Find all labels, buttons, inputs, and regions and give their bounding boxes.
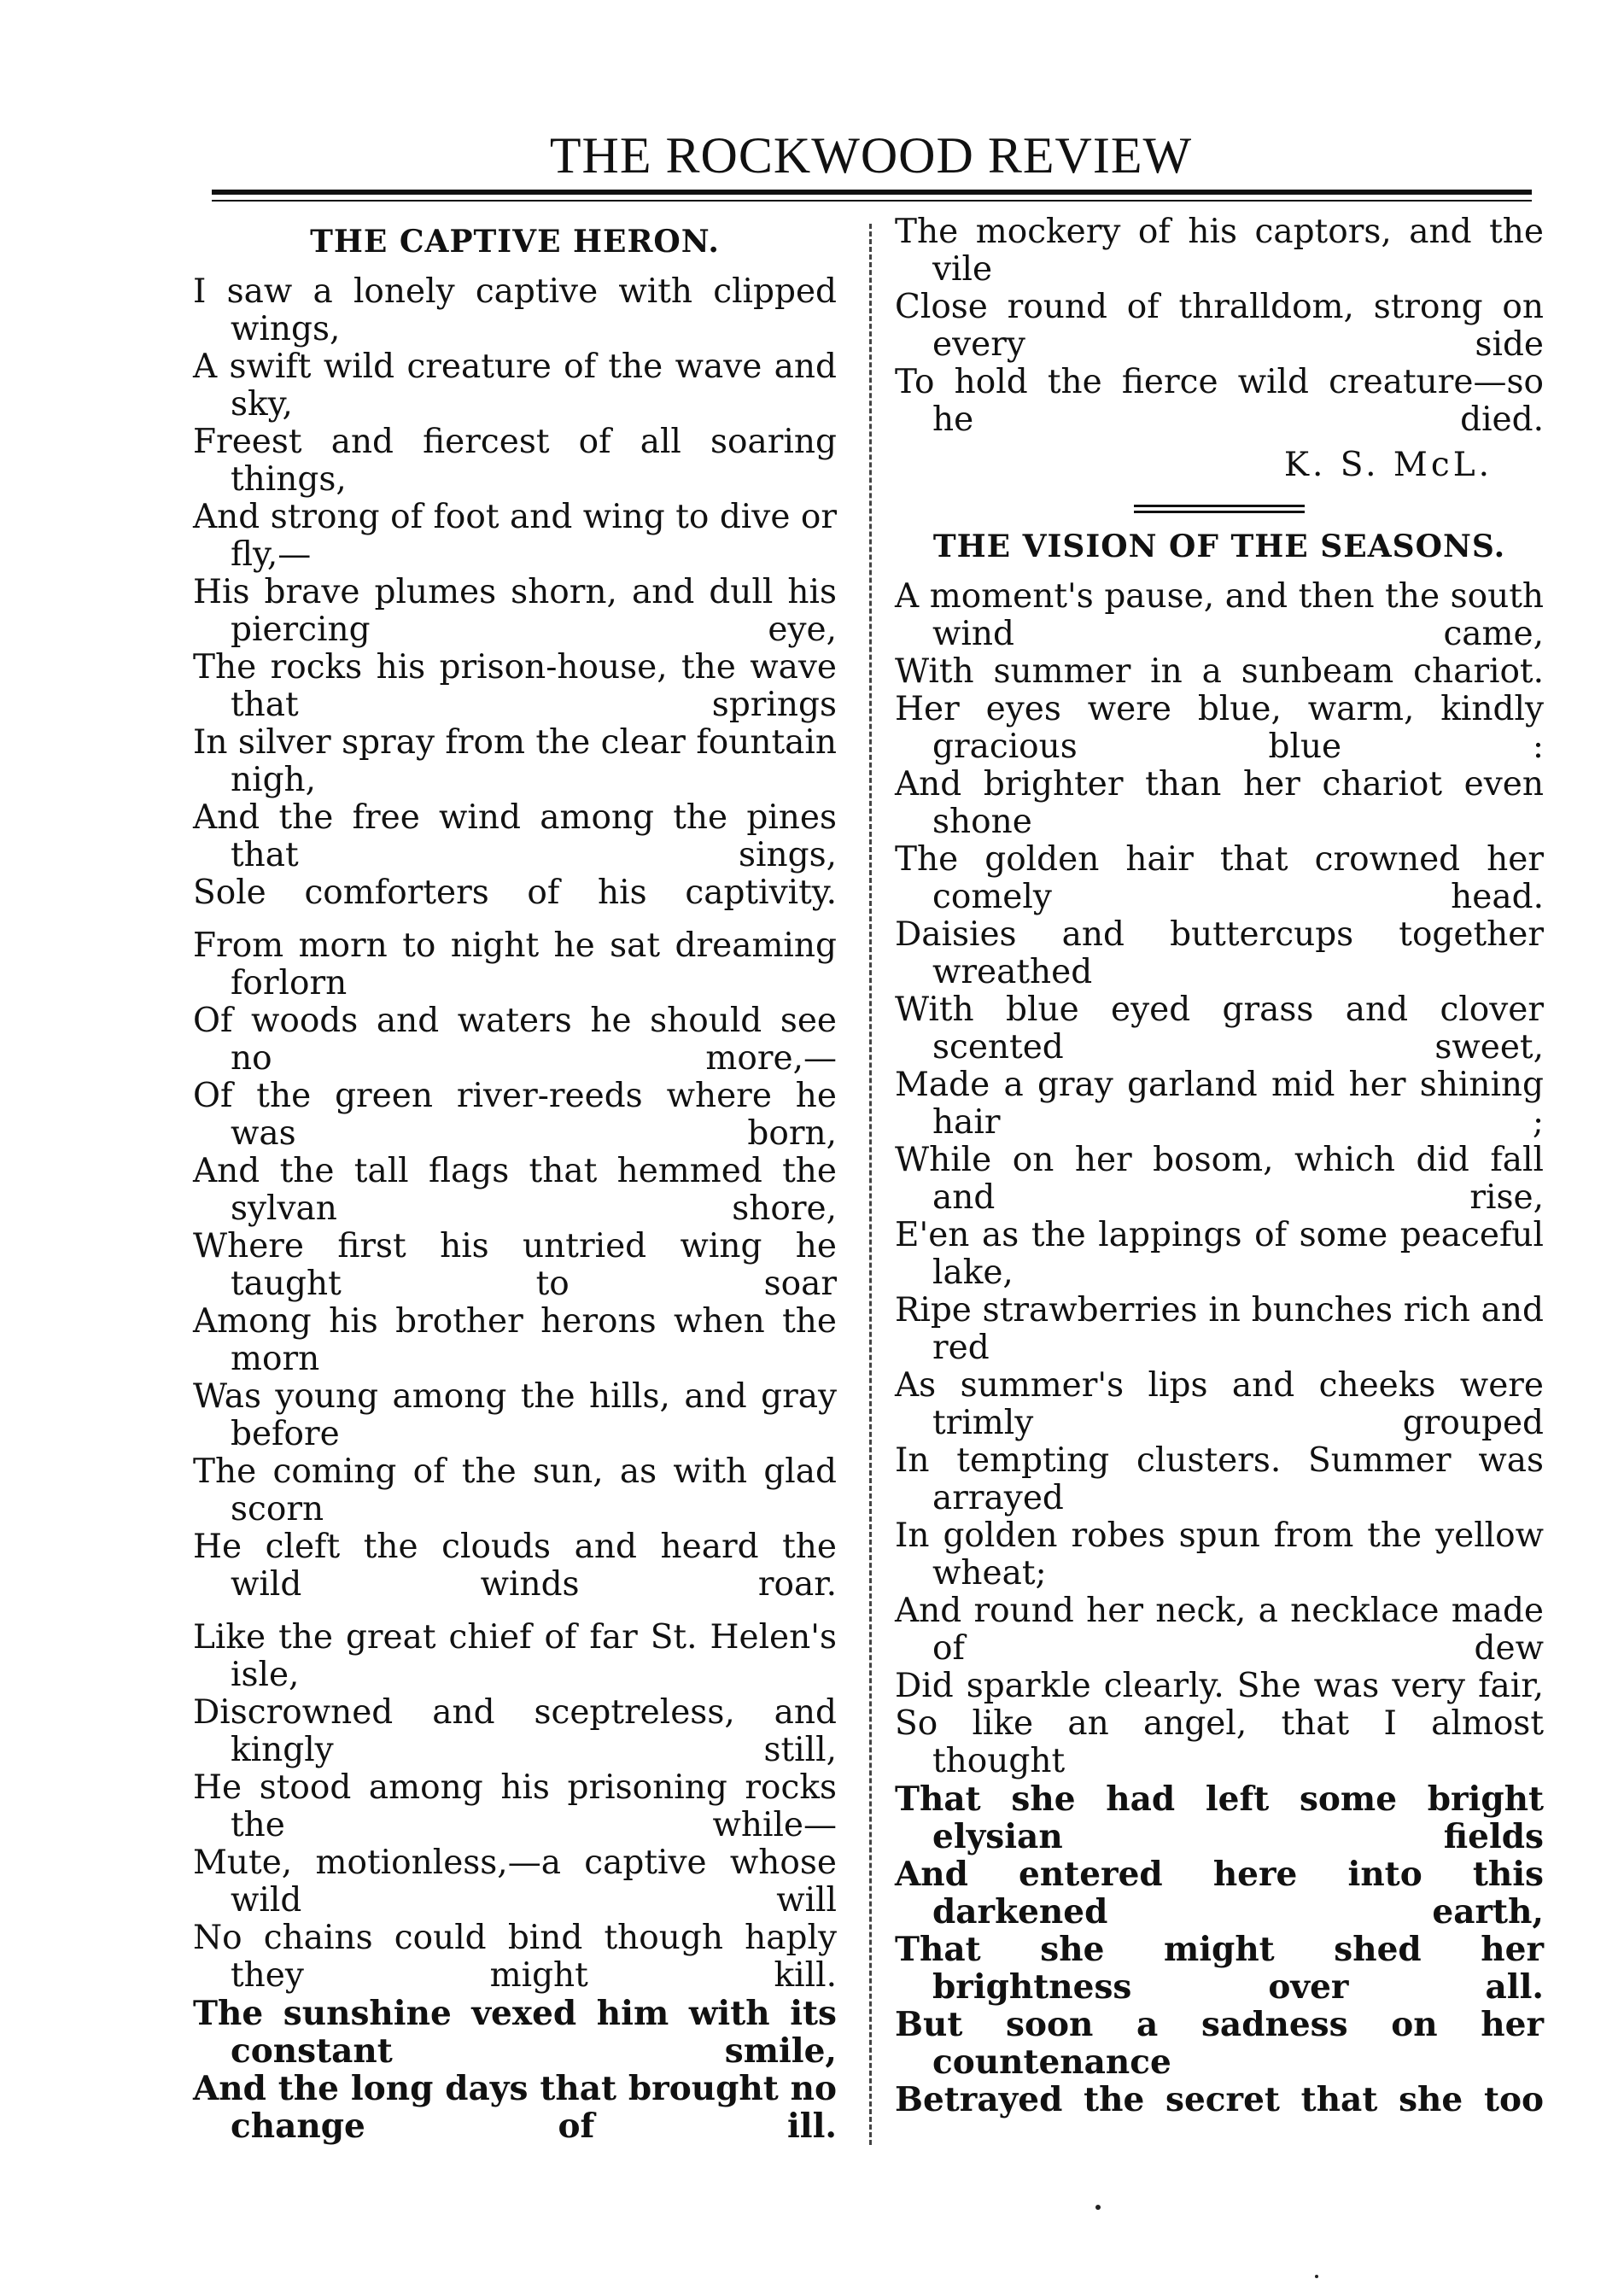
- poem-line: To hold the fierce wild creature—so he died.: [895, 363, 1544, 439]
- poem-line: His brave plumes shorn, and dull his piercing eye,: [193, 573, 837, 649]
- poem-line: In tempting clusters. Summer was arrayed: [895, 1441, 1544, 1517]
- left-column: [193, 213, 837, 2160]
- poem-line: E'en as the lappings of some peaceful lake,: [895, 1216, 1544, 1292]
- poem-line: A moment's pause, and then the south wind came,: [895, 577, 1544, 653]
- poem-line: Betrayed the secret that she too: [895, 2080, 1544, 2119]
- poem-line: Made a gray garland mid her shining hair ;: [895, 1066, 1544, 1142]
- poem-line: The mockery of his captors, and the vile: [895, 213, 1544, 289]
- stanza: [193, 927, 837, 1604]
- poem-title-captive-heron: THE CAPTIVE HERON.: [310, 224, 720, 260]
- poem-body-captive-heron: [193, 273, 837, 2145]
- poem-line: Of woods and waters he should see no more,—: [193, 1002, 837, 1078]
- column-divider: [869, 224, 872, 2145]
- poem-line: Was young among the hills, and gray before: [193, 1377, 837, 1453]
- poem-line: With summer in a sunbeam chariot.: [895, 652, 1544, 691]
- poem-line: Close round of thralldom, strong on every side: [895, 288, 1544, 364]
- poem-line: And round her neck, a necklace made of dew: [895, 1592, 1544, 1668]
- poem-line: Mute, motionless,—a captive whose wild will: [193, 1844, 837, 1920]
- poem-line: Of the green river-reeds where he was born,: [193, 1077, 837, 1153]
- header-rule: [212, 190, 1532, 195]
- stanza: [193, 273, 837, 912]
- poem-line: The rocks his prison-house, the wave that springs: [193, 648, 837, 724]
- poem-line: So like an angel, that I almost thought: [895, 1704, 1544, 1780]
- poem-separator: [1134, 505, 1305, 513]
- poem-line: Her eyes were blue, warm, kindly gracious blue :: [895, 690, 1544, 766]
- poem-line: The sunshine vexed him with its constant smile,: [193, 1994, 837, 2071]
- poem-line: And entered here into this darkened earth,: [895, 1855, 1544, 1931]
- poem-line: Ripe strawberries in bunches rich and red: [895, 1291, 1544, 1367]
- poem-signature: K. S. McL.: [1283, 446, 1493, 484]
- poem-line: The golden hair that crowned her comely head.: [895, 840, 1544, 916]
- poem-line: In golden robes spun from the yellow wheat;: [895, 1517, 1544, 1592]
- poem-title-vision-of-seasons: THE VISION OF THE SEASONS.: [932, 529, 1506, 564]
- poem-continuation: [895, 213, 1544, 439]
- poem-line: And strong of foot and wing to dive or fly,—: [193, 498, 837, 574]
- poem-line: And brighter than her chariot even shone: [895, 765, 1544, 841]
- poem-line: And the long days that brought no change of ill.: [193, 2069, 837, 2146]
- poem-line: Sole comforters of his captivity.: [193, 874, 837, 912]
- page-header: THE ROCKWOOD REVIEW: [549, 127, 1193, 184]
- poem-line: Among his brother herons when the morn: [193, 1302, 837, 1378]
- ink-speck: [1315, 2275, 1318, 2278]
- header-rule-thin: [212, 200, 1532, 202]
- poem-line: But soon a sadness on her countenance: [895, 2005, 1544, 2082]
- poem-line: As summer's lips and cheeks were trimly grouped: [895, 1366, 1544, 1442]
- poem-line: And the tall flags that hemmed the sylvan shore,: [193, 1152, 837, 1228]
- poem-line: I saw a lonely captive with clipped wings,: [193, 272, 837, 348]
- poem-line: No chains could bind though haply they might kill.: [193, 1919, 837, 1995]
- poem-line: Daisies and buttercups together wreathed: [895, 915, 1544, 991]
- poem-line: The coming of the sun, as with glad scorn: [193, 1452, 837, 1528]
- poem-line: That she had left some bright elysian fields: [895, 1779, 1544, 1856]
- poem-line: While on her bosom, which did fall and rise,: [895, 1141, 1544, 1217]
- poem-line: He stood among his prisoning rocks the while—: [193, 1768, 837, 1844]
- poem-line: In silver spray from the clear fountain nigh,: [193, 723, 837, 799]
- poem-line: Did sparkle clearly. She was very fair,: [895, 1667, 1544, 1705]
- poem-line: Where first his untried wing he taught to soar: [193, 1227, 837, 1303]
- poem-line: From morn to night he sat dreaming forlorn: [193, 926, 837, 1002]
- poem-line: Freest and fiercest of all soaring things,: [193, 423, 837, 499]
- right-column: [895, 213, 1544, 2118]
- poem-line: With blue eyed grass and clover scented sweet,: [895, 991, 1544, 1067]
- stanza: [193, 1619, 837, 2145]
- poem-line: A swift wild creature of the wave and sky,: [193, 348, 837, 424]
- poem-line: Like the great chief of far St. Helen's isle,: [193, 1618, 837, 1694]
- poem-line: He cleft the clouds and heard the wild winds roar.: [193, 1528, 837, 1604]
- ink-speck: [1095, 2205, 1101, 2210]
- poem-body-vision-of-seasons: [895, 578, 1544, 2118]
- poem-line: Discrowned and sceptreless, and kingly still,: [193, 1693, 837, 1769]
- poem-line: And the free wind among the pines that sings,: [193, 798, 837, 874]
- poem-line: That she might shed her brightness over all.: [895, 1930, 1544, 2007]
